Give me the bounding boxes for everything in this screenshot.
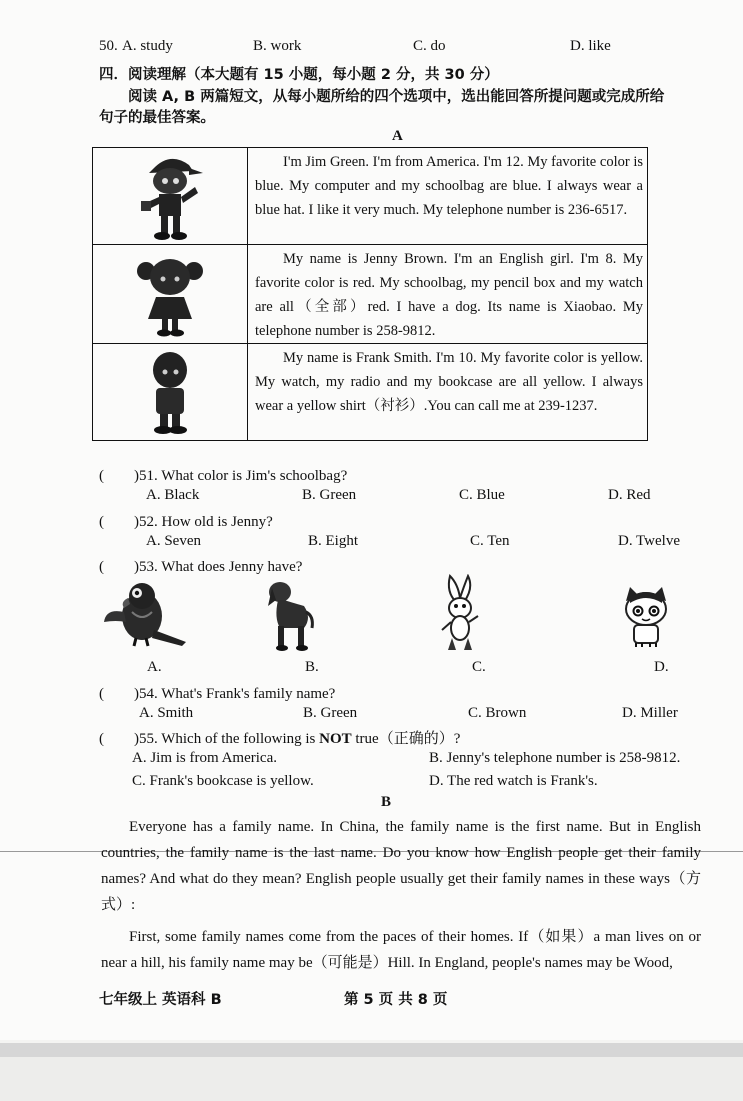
q55-stem: ( )55. Which of the following is NOT true（正确的）? [99, 731, 461, 747]
section-heading: 四．阅读理解（本大题有 15 小题，每小题 2 分，共 30 分） [99, 67, 499, 83]
q53-stem: ( )53. What does Jenny have? [99, 559, 303, 575]
q55-option-c: C. Frank's bookcase is yellow. [132, 773, 314, 789]
passage-b-paragraph: Everyone has a family name. In China, the family name is the first name. But in English countries, the family name is the last name. Do you know how English people get their family names? And what do they mean? English people usually get their family names in these ways（方式）: [101, 819, 701, 913]
q51-stem: ( )51. What color is Jim's schoolbag? [99, 468, 348, 484]
jim-picture-cell [93, 148, 248, 245]
answer-bracket[interactable]: ( ) [99, 468, 139, 484]
passage-a-table [92, 147, 648, 441]
q51-option-b: B. Green [302, 487, 357, 503]
section-instruction-line1: 阅读 A, B 两篇短文，从每小题所给的四个选项中，选出能回答所提问题或完成所给 [128, 89, 665, 105]
q50-number: 50. [99, 38, 118, 54]
q51-option-a: A. Black [146, 487, 200, 503]
passage-b-text [101, 814, 701, 976]
dog-icon [264, 578, 316, 652]
scan-margin-band [0, 1043, 743, 1057]
q54-option-b: B. Green [303, 705, 358, 721]
parrot-icon [102, 578, 188, 650]
section-instruction-line2: 句子的最佳答案。 [99, 110, 215, 126]
boy-standing-icon [140, 348, 200, 436]
q52-option-c: C. Ten [470, 533, 510, 549]
jenny-picture-cell [93, 245, 248, 344]
q52-option-a: A. Seven [146, 533, 201, 549]
frank-description: My name is Frank Smith. I'm 10. My favorite color is yellow. My watch, my radio and my bookcase are all yellow. I always wear a yellow shirt（衬衫）.You can call me at 239-1237. [248, 344, 648, 441]
cat-icon [620, 585, 672, 649]
answer-bracket[interactable]: ( ) [99, 686, 139, 702]
boy-cap-icon [135, 151, 205, 241]
table-row [93, 148, 648, 245]
q50-option-c: C. do [413, 38, 446, 54]
q54-option-c: C. Brown [468, 705, 527, 721]
rabbit-icon [440, 574, 482, 654]
q52-option-b: B. Eight [308, 533, 359, 549]
jenny-description: My name is Jenny Brown. I'm an English girl. I'm 8. My favorite color is red. My schoolbag, my pencil box and my watch are all（全部）red. I have a dog. Its name is Xiaobao. My telephone number is 258-9812. [248, 245, 648, 344]
scan-bottom-area [0, 1057, 743, 1101]
answer-bracket[interactable]: ( ) [99, 559, 139, 575]
q54-stem: ( )54. What's Frank's family name? [99, 686, 336, 702]
answer-bracket[interactable]: ( ) [99, 731, 139, 747]
table-row [93, 344, 648, 441]
q54-option-a: A. Smith [139, 705, 194, 721]
q51-option-c: C. Blue [459, 487, 505, 503]
passage-b-paragraph: First, some family names come from the paces of their homes. If（如果）a man lives on or near a hill, his family name may be（可能是）Hill. In England, people's names may be Wood, [101, 929, 701, 971]
answer-bracket[interactable]: ( ) [99, 514, 139, 530]
table-row [93, 245, 648, 344]
q55-option-d: D. The red watch is Frank's. [429, 773, 598, 789]
passage-b-title: B [381, 794, 392, 810]
footer-page-number: 第 5 页 共 8 页 [344, 992, 448, 1008]
footer-grade-subject: 七年级上 英语科 B [99, 992, 222, 1008]
q55-option-b: B. Jenny's telephone number is 258-9812. [429, 750, 681, 766]
girl-pigtails-icon [134, 249, 206, 339]
q53-option-c: C. [472, 659, 486, 675]
q53-option-a: A. [147, 659, 162, 675]
q53-option-d: D. [654, 659, 669, 675]
jim-description: I'm Jim Green. I'm from America. I'm 12. My favorite color is blue. My computer and my schoolbag are blue. I always wear a blue hat. I like it very much. My telephone number is 236-6517. [248, 148, 648, 245]
passage-a-title: A [392, 128, 403, 144]
q50-option-b: B. work [253, 38, 302, 54]
q55-option-a: A. Jim is from America. [132, 750, 277, 766]
q52-option-d: D. Twelve [618, 533, 680, 549]
frank-picture-cell [93, 344, 248, 441]
q50-option-a: A. study [122, 38, 173, 54]
q50-option-d: D. like [570, 38, 611, 54]
q52-stem: ( )52. How old is Jenny? [99, 514, 273, 530]
q51-option-d: D. Red [608, 487, 651, 503]
q53-option-b: B. [305, 659, 319, 675]
q54-option-d: D. Miller [622, 705, 678, 721]
